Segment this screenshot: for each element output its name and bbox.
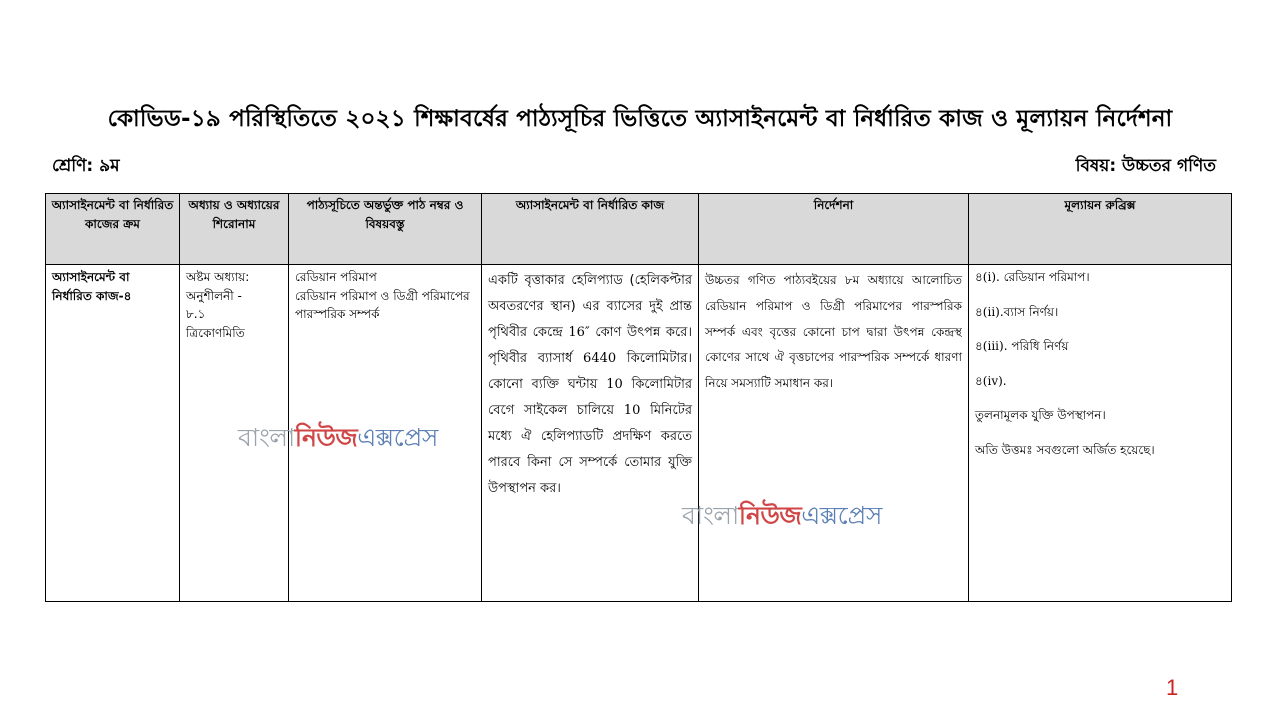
task-text: কোণ উৎপন্ন করে। পৃথিবীর ব্যাসার্ধ	[488, 325, 692, 366]
rubric-prefix: ৪	[975, 304, 983, 319]
task-text: কিলোমিটার। কোনো ব্যক্তি ঘন্টায়	[488, 351, 692, 392]
rubric-roman: (iv)	[982, 373, 1003, 388]
task-angle: 16″	[568, 325, 590, 340]
lesson-line: রেডিয়ান পরিমাপ	[295, 270, 377, 284]
document-title: কোভিড-১৯ পরিস্থিতিতে ২০২১ শিক্ষাবর্ষের পাঠ্যসূচির ভিত্তিতে অ্যাসাইনমেন্ট বা নির্ধারিত কাজ ও মূল্যায়ন নির্দেশনা	[107, 106, 1173, 132]
rubric-item	[975, 372, 1225, 391]
watermark-logo	[238, 418, 438, 461]
subject-label: বিষয়: উচ্চতর গণিত	[1075, 156, 1216, 176]
rubric-extra: তুলনামূলক যুক্তি উপস্থাপন।	[975, 408, 1106, 423]
chapter-line: অনুশীলনী -	[186, 288, 242, 303]
lesson-line: রেডিয়ান পরিমাপ ও ডিগ্রী পরিমাপের পারস্পরিক সম্পর্ক	[295, 288, 470, 322]
rubric-prefix: ৪	[975, 270, 983, 284]
header-lesson-content: পাঠ্যসূচিতে অন্তর্ভুক্ত পাঠ নম্বর ও বিষয়বস্তু	[289, 194, 482, 265]
watermark-part: নিউজ	[738, 501, 802, 530]
watermark-part: নিউজ	[294, 423, 358, 452]
cell-guideline: উচ্চতর গণিত পাঠ্যবইয়ের ৮ম অধ্যায়ে আলোচিত রেডিয়ান পরিমাপ ও ডিগ্রী পরিমাপের পারস্পরিক সম্পর্ক এবং বৃত্তের কোনো চাপ দ্বারা উৎপন্ন কেন্দ্রস্থ কোণের সাথে ঐ বৃত্তচাপের পারস্পরিক সম্পর্কে ধারণা নিয়ে সমস্যাটি সমাধান কর।	[699, 265, 969, 602]
rubric-text: . পরিধি নির্ণয়	[1003, 339, 1069, 354]
task-radius: 6440	[583, 351, 617, 366]
watermark-part: বাংলা	[238, 423, 295, 452]
task-speed: 10	[606, 377, 623, 392]
watermark-part: এক্সপ্রেস	[357, 423, 438, 452]
rubric-roman: (ii)	[982, 304, 1000, 319]
task-minutes: 10	[623, 403, 641, 418]
cell-task	[482, 265, 699, 602]
header-chapter: অধ্যায় ও অধ্যায়ের শিরোনাম	[180, 194, 289, 265]
task-text: মিনিটের মধ্যে ঐ হেলিপ্যাডটি প্রদক্ষিণ করতে পারবে কিনা সে সম্পর্কে তোমার যুক্তি উপস্থাপন কর।	[488, 403, 692, 496]
rubric-extra: অতি উত্তমঃ সবগুলো অর্জিত হয়েছে।	[975, 442, 1155, 457]
rubric-text: . রেডিয়ান পরিমাপ।	[996, 270, 1090, 284]
header-assignment-order: অ্যাসাইনমেন্ট বা নির্ধারিত কাজের ক্রম	[46, 194, 180, 265]
rubric-prefix: ৪	[975, 339, 983, 354]
rubric-text: .ব্যাস নির্ণয়।	[999, 304, 1059, 319]
cell-assignment: অ্যাসাইনমেন্ট বা নির্ধারিত কাজ-৪	[46, 265, 180, 602]
chapter-line: ত্রিকোণমিতি	[186, 325, 245, 340]
header-assignment-task: অ্যাসাইনমেন্ট বা নির্ধারিত কাজ	[482, 194, 699, 265]
watermark-part: এক্সপ্রেস	[801, 501, 882, 530]
page-number: 1	[1166, 675, 1179, 700]
watermark-part: বাংলা	[682, 501, 739, 530]
rubric-prefix: ৪	[975, 373, 983, 388]
cell-rubrics	[969, 265, 1232, 602]
chapter-line: ৮.১	[186, 307, 206, 322]
rubric-item	[975, 337, 1225, 356]
header-guideline: নির্দেশনা	[699, 194, 969, 265]
watermark-logo	[682, 496, 882, 539]
rubric-text: .	[1002, 373, 1007, 388]
rubric-item	[975, 268, 1225, 287]
rubric-item	[975, 303, 1225, 322]
task-text: একটি বৃত্তাকার হেলিপ্যাড (হেলিকপ্টার অবতরণের স্থান) এর ব্যাসের দুই প্রান্ত পৃথিবীর কেন্দ্রে	[488, 273, 692, 340]
rubric-roman: (i)	[982, 270, 996, 284]
task-text: কিলোমিটার বেগে সাইকেল চালিয়ে	[488, 377, 693, 418]
assignment-table	[45, 193, 1232, 602]
table-row	[46, 265, 1232, 602]
rubric-roman: (iii)	[982, 339, 1004, 354]
class-label: শ্রেণি: ৯ম	[52, 156, 120, 176]
chapter-line: অষ্টম অধ্যায়:	[186, 270, 250, 284]
header-rubrics: মূল্যায়ন রুব্রিক্স	[969, 194, 1232, 265]
table-header-row	[46, 194, 1232, 265]
